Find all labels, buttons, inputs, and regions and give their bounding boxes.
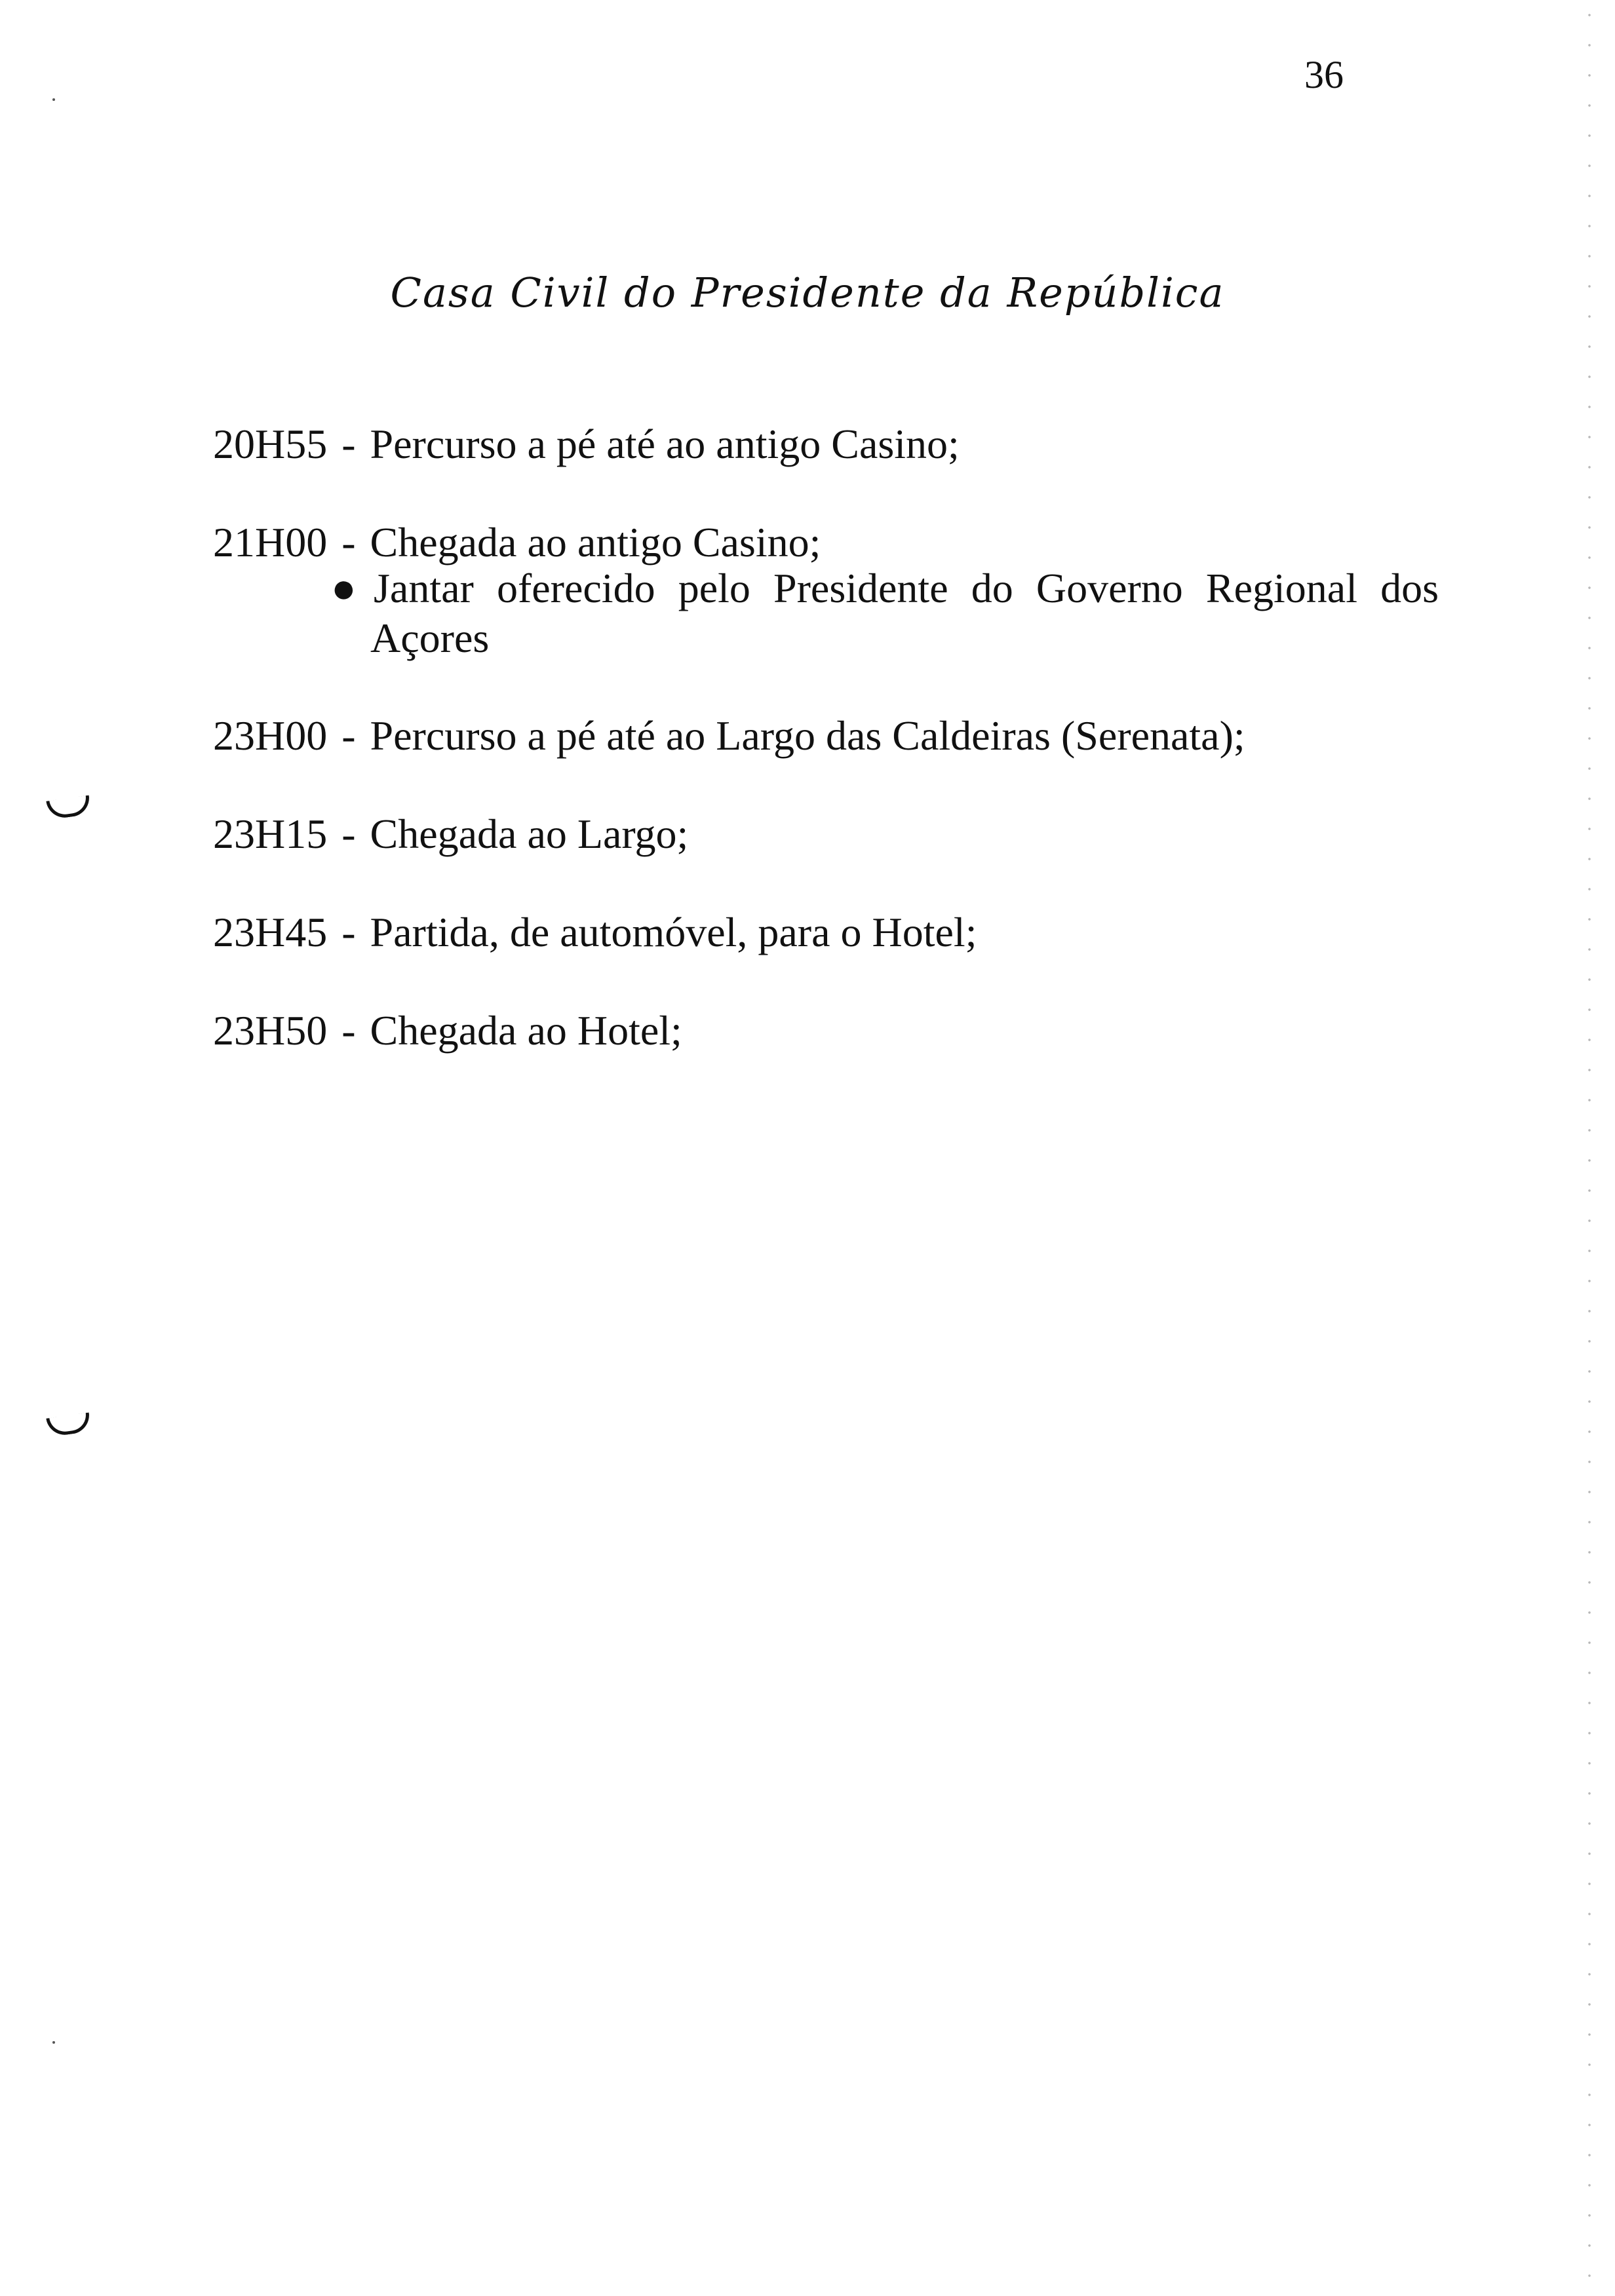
entry-time: 23H50 bbox=[213, 1007, 328, 1054]
entry-time: 23H00 bbox=[213, 712, 328, 759]
entry-separator: - bbox=[341, 712, 356, 759]
letterhead: Casa Civil do Presidente da República bbox=[390, 269, 1225, 316]
schedule-entry bbox=[213, 419, 960, 469]
schedule-entry bbox=[213, 908, 977, 957]
subitem-line-2: Açores bbox=[370, 615, 490, 661]
hole-punch-mark-icon bbox=[46, 1413, 91, 1438]
entry-separator: - bbox=[341, 421, 356, 467]
entry-time: 23H45 bbox=[213, 909, 328, 955]
entry-separator: - bbox=[341, 519, 356, 565]
schedule-entry bbox=[213, 711, 1245, 761]
bullet-icon: ● bbox=[331, 565, 357, 611]
entry-separator: - bbox=[341, 1007, 356, 1054]
page-number: 36 bbox=[1304, 53, 1344, 96]
entry-time: 23H15 bbox=[213, 811, 328, 857]
scan-speck bbox=[52, 98, 55, 101]
entry-text: Chegada ao antigo Casino; bbox=[370, 519, 821, 565]
entry-time: 21H00 bbox=[213, 519, 328, 565]
subitem-line-1: Jantar oferecido pelo Presidente do Governo Regional dos bbox=[374, 565, 1439, 611]
entry-separator: - bbox=[341, 909, 356, 955]
schedule-entry bbox=[213, 809, 688, 859]
hole-punch-mark-icon bbox=[46, 795, 91, 820]
entry-text: Percurso a pé até ao antigo Casino; bbox=[370, 421, 960, 467]
entry-text: Percurso a pé até ao Largo das Caldeiras (Serenata); bbox=[370, 712, 1245, 759]
entry-text: Chegada ao Largo; bbox=[370, 811, 689, 857]
entry-text: Chegada ao Hotel; bbox=[370, 1007, 682, 1054]
entry-time: 20H55 bbox=[213, 421, 328, 467]
scan-speck bbox=[52, 2041, 55, 2044]
schedule-subitem bbox=[331, 564, 1439, 663]
entry-separator: - bbox=[341, 811, 356, 857]
schedule-entry bbox=[213, 518, 821, 567]
entry-text: Partida, de automóvel, para o Hotel; bbox=[370, 909, 977, 955]
schedule-entry bbox=[213, 1006, 682, 1056]
scan-edge-artifact bbox=[1585, 0, 1594, 2296]
